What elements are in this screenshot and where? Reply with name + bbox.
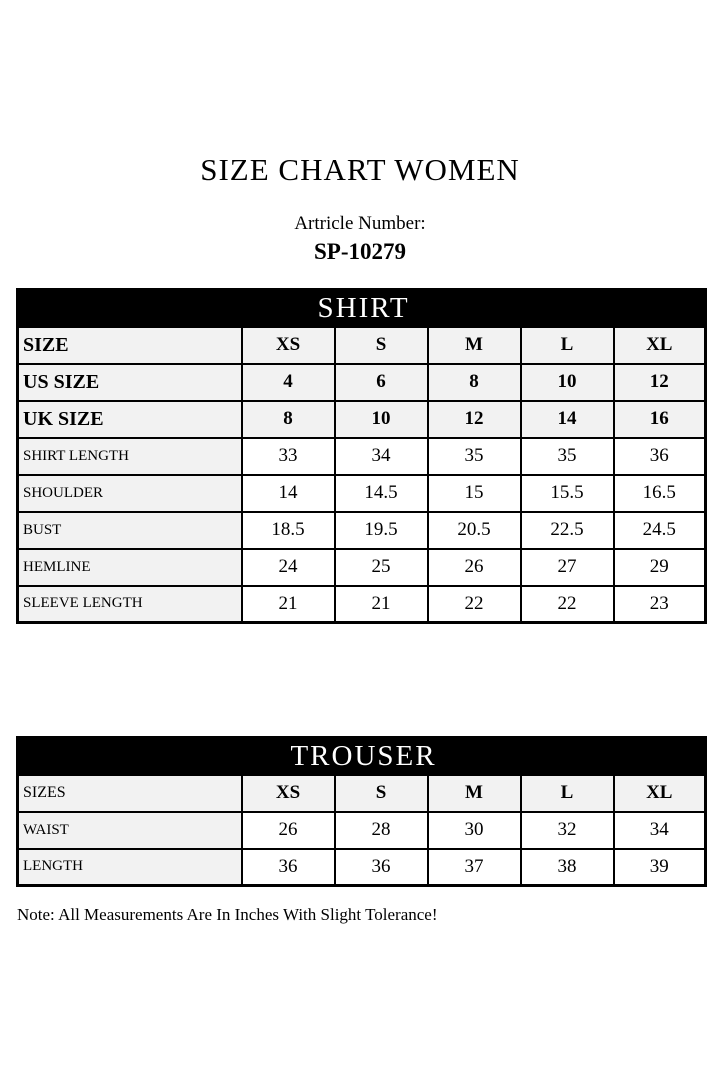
- row-value: 14: [242, 475, 335, 512]
- row-label: SIZES: [18, 775, 242, 812]
- row-value: 27: [521, 549, 614, 586]
- row-label: HEMLINE: [18, 549, 242, 586]
- row-value: 34: [335, 438, 428, 475]
- row-value: 8: [428, 364, 521, 401]
- shirt-table-section: [0, 288, 720, 624]
- row-value: 36: [242, 849, 335, 886]
- row-value: 20.5: [428, 512, 521, 549]
- row-value: 12: [428, 401, 521, 438]
- row-label: US SIZE: [18, 364, 242, 401]
- trouser-table-title: TROUSER: [18, 738, 706, 775]
- shirt-row-bust: [18, 512, 706, 549]
- row-value: 22: [428, 586, 521, 623]
- row-value: 22.5: [521, 512, 614, 549]
- row-value: 23: [614, 586, 706, 623]
- row-value: L: [521, 775, 614, 812]
- row-value: 30: [428, 812, 521, 849]
- row-value: 25: [335, 549, 428, 586]
- row-label: SHOULDER: [18, 475, 242, 512]
- row-value: 29: [614, 549, 706, 586]
- row-value: 22: [521, 586, 614, 623]
- row-value: XS: [242, 327, 335, 364]
- trouser-row-length: [18, 849, 706, 886]
- row-value: 35: [521, 438, 614, 475]
- shirt-row-sleeve-length: [18, 586, 706, 623]
- row-value: 10: [335, 401, 428, 438]
- row-value: 16.5: [614, 475, 706, 512]
- row-value: 24: [242, 549, 335, 586]
- shirt-row-size: [18, 327, 706, 364]
- row-value: S: [335, 327, 428, 364]
- row-value: 34: [614, 812, 706, 849]
- row-value: 33: [242, 438, 335, 475]
- row-value: 32: [521, 812, 614, 849]
- trouser-table-section: [0, 736, 720, 887]
- table-shirt-body: [18, 290, 706, 623]
- row-value: 37: [428, 849, 521, 886]
- shirt-row-shoulder: [18, 475, 706, 512]
- row-value: 10: [521, 364, 614, 401]
- row-value: 16: [614, 401, 706, 438]
- row-label: SIZE: [18, 327, 242, 364]
- row-value: 14: [521, 401, 614, 438]
- page-title: SIZE CHART WOMEN: [200, 152, 520, 187]
- row-value: 26: [242, 812, 335, 849]
- table-shirt: [16, 288, 707, 624]
- row-value: 15: [428, 475, 521, 512]
- row-value: 39: [614, 849, 706, 886]
- article-number-label: Artricle Number:: [294, 213, 426, 234]
- row-value: 19.5: [335, 512, 428, 549]
- shirt-row-uk-size: [18, 401, 706, 438]
- row-label: SHIRT LENGTH: [18, 438, 242, 475]
- row-value: M: [428, 327, 521, 364]
- row-value: 6: [335, 364, 428, 401]
- row-value: 21: [335, 586, 428, 623]
- row-value: 38: [521, 849, 614, 886]
- shirt-table-title: SHIRT: [18, 290, 706, 327]
- shirt-row-shirt-length: [18, 438, 706, 475]
- shirt-band-row: [18, 290, 706, 327]
- row-value: 24.5: [614, 512, 706, 549]
- row-value: 8: [242, 401, 335, 438]
- table-trouser-body: [18, 738, 706, 886]
- measurement-note: Note: All Measurements Are In Inches With Slight Tolerance!: [17, 905, 438, 924]
- row-value: 18.5: [242, 512, 335, 549]
- row-label: BUST: [18, 512, 242, 549]
- shirt-row-hemline: [18, 549, 706, 586]
- row-value: M: [428, 775, 521, 812]
- table-trouser: [16, 736, 707, 887]
- row-value: 21: [242, 586, 335, 623]
- row-value: 26: [428, 549, 521, 586]
- row-label: UK SIZE: [18, 401, 242, 438]
- row-value: XS: [242, 775, 335, 812]
- row-value: 36: [614, 438, 706, 475]
- trouser-row-waist: [18, 812, 706, 849]
- row-value: XL: [614, 327, 706, 364]
- trouser-row-sizes: [18, 775, 706, 812]
- row-value: S: [335, 775, 428, 812]
- row-label: LENGTH: [18, 849, 242, 886]
- row-label: SLEEVE LENGTH: [18, 586, 242, 623]
- row-label: WAIST: [18, 812, 242, 849]
- row-value: 36: [335, 849, 428, 886]
- row-value: 12: [614, 364, 706, 401]
- row-value: 4: [242, 364, 335, 401]
- row-value: 35: [428, 438, 521, 475]
- row-value: 15.5: [521, 475, 614, 512]
- article-number-value: SP-10279: [314, 239, 406, 264]
- trouser-band-row: [18, 738, 706, 775]
- shirt-row-us-size: [18, 364, 706, 401]
- row-value: 14.5: [335, 475, 428, 512]
- row-value: 28: [335, 812, 428, 849]
- row-value: XL: [614, 775, 706, 812]
- row-value: L: [521, 327, 614, 364]
